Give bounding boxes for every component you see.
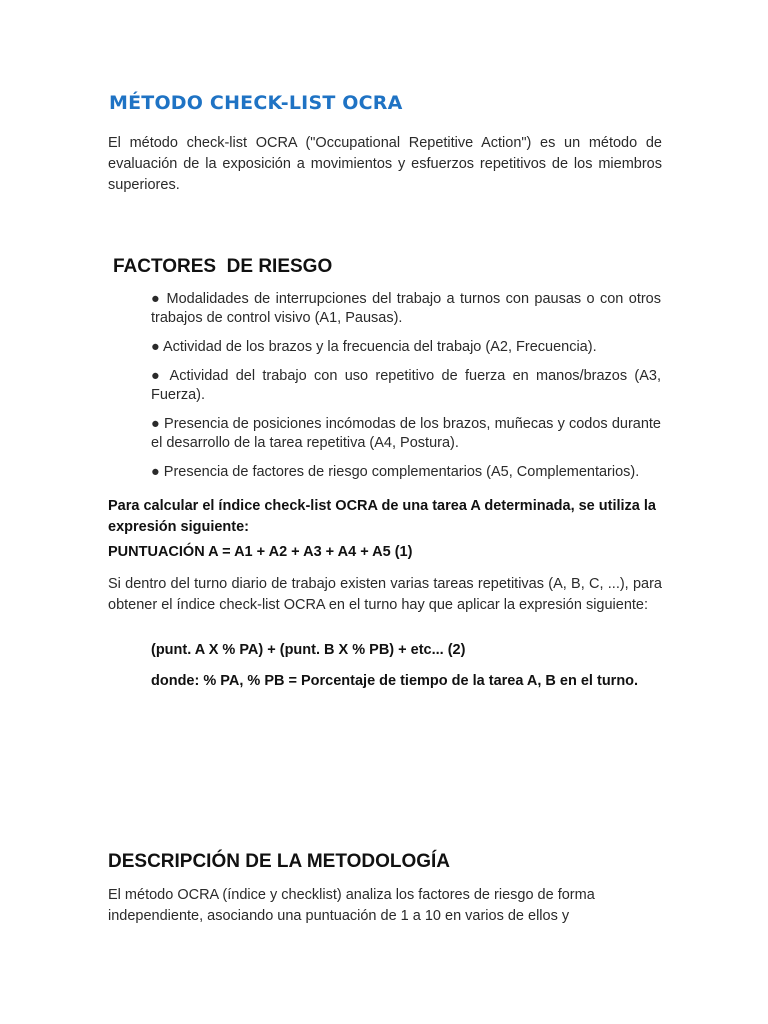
intro-paragraph: El método check-list OCRA ("Occupational Repetitive Action") es un método de evaluación de la exposición a movimientos y esfuerzos repetitivos de los miembros superiores. <box>108 135 662 193</box>
factores-list <box>151 290 661 492</box>
formula-definicion: donde: % PA, % PB = Porcentaje de tiempo de la tarea A, B en el turno. <box>151 673 639 689</box>
descripcion-paragraph: El método OCRA (índice y checklist) analiza los factores de riesgo de forma independiente, asociando una puntuación de 1 a 10 en varios de ellos y <box>108 887 595 924</box>
formula-turno: (punt. A X % PA) + (punt. B X % PB) + etc... (2) <box>151 642 466 658</box>
list-item: ● Actividad del trabajo con uso repetitivo de fuerza en manos/brazos (A3, Fuerza). <box>151 368 661 403</box>
list-item: ● Presencia de posiciones incómodas de los brazos, muñecas y codos durante el desarrollo de la tarea repetitiva (A4, Postura). <box>151 416 661 451</box>
turno-paragraph: Si dentro del turno diario de trabajo existen varias tareas repetitivas (A, B, C, ...), para obtener el índice check-list OCRA en el turno hay que aplicar la expresión siguiente: <box>108 576 662 613</box>
calculo-intro: Para calcular el índice check-list OCRA de una tarea A determinada, se utiliza la expresión siguiente: <box>108 498 656 535</box>
list-item: ● Presencia de factores de riesgo complementarios (A5, Complementarios). <box>151 464 640 480</box>
list-item: ● Actividad de los brazos y la frecuencia del trabajo (A2, Frecuencia). <box>151 339 597 355</box>
formula-puntuacion: PUNTUACIÓN A = A1 + A2 + A3 + A4 + A5 (1) <box>108 544 413 560</box>
document-title: MÉTODO CHECK-LIST OCRA <box>109 92 403 114</box>
descripcion-heading: DESCRIPCIÓN DE LA METODOLOGÍA <box>108 851 451 872</box>
factores-heading: FACTORES DE RIESGO <box>113 256 333 277</box>
list-item: ● Modalidades de interrupciones del trabajo a turnos con pausas o con otros trabajos de control visivo (A1, Pausas). <box>151 291 661 326</box>
